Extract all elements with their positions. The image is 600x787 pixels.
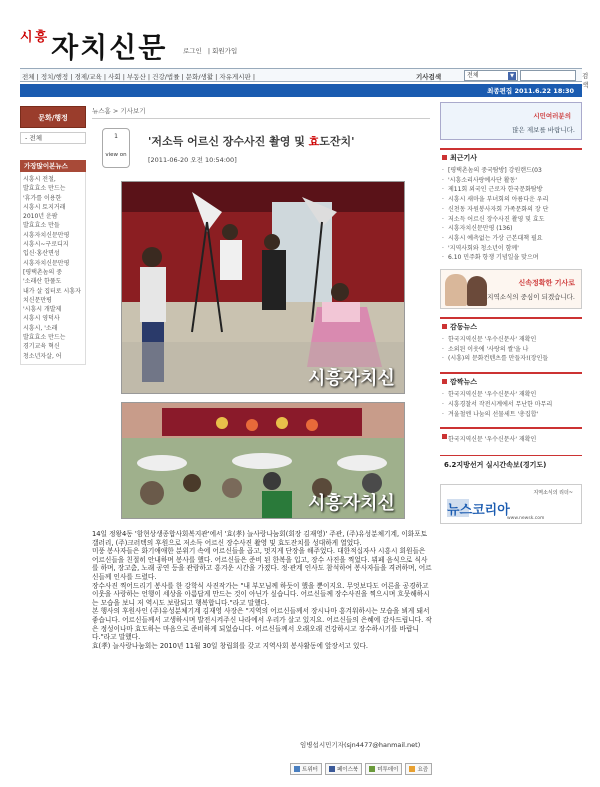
popular-item[interactable]: '휴가를 이용한	[23, 194, 62, 202]
newskorea-banner[interactable]	[440, 484, 582, 524]
article-title	[148, 133, 355, 149]
recent-news-section	[440, 148, 582, 263]
article-paragraph: 미풍 봉사자들은 화기애애한 분위기 속에 어르신들을 곱고, 멋지게 단장을 해주었다. 대한적십자사 시흥시 회원들은 어르신들을 친절히 안내하며 봉사를 했다. 어르신들은 준비 된 한복을 입고, 장수 사진을 찍었다. 뷔페 음식으로 식사를 하며, 장고춤, 노래 공연 등을 관람하고 흥겨운 시간을 가졌다. 정·관계 인사도 참석하여 봉사자들을 격려하며, 어르신들께 인사를 드렸다.	[92, 547, 432, 581]
share-twitter-button[interactable]	[290, 763, 322, 775]
hot-news-title: 깜짝뉴스	[440, 374, 582, 390]
good-news-title: 감동뉴스	[440, 319, 582, 335]
share-label: 페이스북	[336, 767, 359, 773]
newskorea-tagline: 지역소식의 리더~	[533, 489, 573, 496]
share-label: 트위터	[302, 767, 318, 773]
me2day-icon	[369, 766, 375, 772]
popular-item[interactable]: 입신·홍산면성	[23, 250, 60, 258]
viewon-count: 1	[114, 133, 118, 140]
newskorea-url: www.newsk.com	[507, 515, 545, 521]
search-button[interactable]: 검색	[582, 72, 589, 89]
popular-item[interactable]: 시흥시 영덕사	[23, 315, 60, 323]
hot-news-item[interactable]: · 겨울철엔 나눔의 선물세트 '총집합'	[440, 410, 582, 420]
nav-menu[interactable]: 전체 | 정치/행정 | 경제/교육 | 사회 | 부동산 | 건강/법률 | 문화/생활 | 자유게시판 |	[22, 73, 256, 81]
search-category-value: 전체	[467, 72, 479, 79]
section-title[interactable]: 문화/행정	[20, 106, 86, 128]
person-image	[445, 274, 467, 306]
recent-news-title: 최근기사	[440, 150, 582, 166]
recent-news-item[interactable]: · 시흥시 새마을 부녀회의 아름다운 우리	[440, 195, 582, 205]
popular-item[interactable]: 시흥시 토지거래	[23, 203, 66, 211]
article-photo-portrait-session	[121, 181, 405, 394]
breadcrumb[interactable]: 뉴스홈 > 기사보기	[92, 106, 430, 119]
right-sidebar	[440, 102, 582, 524]
extra-news-section	[440, 427, 582, 445]
photo-watermark: 시흥자치신	[308, 368, 395, 389]
popular-item[interactable]: 내가 살 집터로 시흥자치신문만평	[23, 287, 81, 304]
recent-news-item[interactable]: · 제11회 외국인 근로자 한국문화탐방	[440, 185, 582, 195]
popular-item[interactable]: 2010년 운팜	[23, 213, 58, 221]
facebook-icon	[329, 766, 335, 772]
search-label: 기사검색	[416, 73, 442, 81]
popular-item[interactable]: '시흥시 개발제	[23, 306, 62, 314]
popular-item[interactable]: '소래산 한풀도	[23, 278, 62, 286]
last-updated: 최종편집 2011.6.22 18:30	[487, 87, 574, 95]
article-byline[interactable]: 임병섭시민기자(sjn4477@hanmail.net)	[300, 741, 421, 749]
viewon-button[interactable]	[102, 128, 130, 168]
top-links: 로그인 | 회원가입	[183, 47, 238, 55]
banner-line: 많은 제보를 바랍니다.	[512, 126, 575, 134]
popular-item[interactable]: 발효효소 만들	[23, 222, 60, 230]
search-input[interactable]	[520, 70, 576, 81]
extra-news-item[interactable]: · 한국지역신문 '우수신문사' 재확인	[440, 435, 582, 445]
signup-link[interactable]: 회원가입	[212, 47, 238, 55]
popular-item[interactable]: 시흥시 전철,	[23, 176, 56, 183]
twitter-icon	[294, 766, 300, 772]
title-part: '저소득 어르신 장수사진 촬영 및	[148, 135, 309, 148]
good-news-section	[440, 317, 582, 364]
recent-news-item[interactable]: · 시흥자치신문만평 (136)	[440, 224, 582, 234]
good-news-item[interactable]: · 한국지역신문 '우수신문사' 재확인	[440, 335, 582, 345]
article-paragraph: 장수사진 찍어드리기 봉사를 한 강학식 사진작가는 "내 부모님께 하듯이 했을 뿐이지요. 무엇보다도 어른을 공경하고 이웃을 사랑하는 언행이 세상을 아름답게 만드는 것이 아닌가 싶습니다. 어르신들께 장수사진을 찍으시며 흐뭇해하시는 모습을 보니 저 역시도 보람되고 행복합니다."라고 말했다.	[92, 581, 430, 607]
hot-news-section	[440, 372, 582, 419]
good-news-item[interactable]: · 소외된 이웃에 '사랑의 쌀'을 나	[440, 345, 582, 355]
date-bar	[20, 84, 582, 97]
banner-line: 지역소식의 중심이 되겠습니다.	[487, 293, 575, 302]
article-paragraph: 효(孝) 늘사랑나눔회는 2010년 11월 30일 창립회를 갖고 지역사회 봉사활동에 앞장서고 있다.	[92, 641, 369, 650]
recent-news-item[interactable]: · '지역사회와 청소년이 함께'	[440, 244, 582, 254]
article-date: [2011-06-20 오전 10:54:00]	[148, 156, 237, 164]
article-paragraph: 본 행사의 후원사인 (주)유성분체기계 김재영 사장은 "지역의 어르신들께서 장시나마 흥겨워하시는 모습을 뵈게 돼서 좋습니다. 어르신들께서 고생하시며 발전시켜주신 나라에서 우리가 살고 있지요. 어르신들의 은혜에 감사드립니다. 작은 정성이나마 효도하는 마음으로 준비하게 되었습니다. 어르신들께서 오래오래 건강하시고 장수하시기를 바랍니다."라고 말했다.	[92, 607, 432, 642]
recent-news-item[interactable]: · [평택촌놈의 중국탐방] 강원랜드(03	[440, 166, 582, 176]
recent-news-item[interactable]: · '시흥소리사랑예사단 활동'	[440, 176, 582, 186]
popular-item[interactable]: 시흥시~구로디지	[23, 241, 69, 249]
viewon-label: view on	[105, 152, 127, 158]
recent-news-item[interactable]: · 6.10 민주화 항쟁 기념일을 맞으며	[440, 253, 582, 263]
popular-item[interactable]: [평택촌놈의 중	[23, 268, 63, 276]
photo-watermark: 시흥자치신	[308, 493, 395, 514]
logo-text: 자치신문	[51, 31, 168, 64]
popular-item[interactable]: 청소년자살, 어	[23, 352, 62, 360]
article-paragraph: 14일 정왕4동 '함현상생종합사회복지관'에서 '효(孝) 늘사랑나눔회(회장 김재영)' 주관, (주)유성분체기계, 이화포토갤러리, (주)크러텍의 후원으로 저소득 어르신 장수사진 촬영 및 효도잔치를 성대하게 열었다.	[92, 530, 428, 547]
recent-news-item[interactable]: · 신천동 자원봉사자회 가족문화의 장 단	[440, 205, 582, 215]
title-highlight: 효	[308, 135, 320, 148]
banner-line: 신속정확한 기사로	[518, 279, 575, 288]
title-part: 도잔치'	[319, 135, 355, 148]
article-photo-celebration	[121, 402, 405, 519]
good-news-item[interactable]: · (시흥)의 문화컨텐츠를 만들자!(장인들	[440, 354, 582, 364]
share-facebook-button[interactable]	[325, 763, 362, 775]
section-subitem-all[interactable]: - 전체	[20, 132, 86, 144]
share-label: 미투데이	[377, 767, 399, 773]
mission-banner[interactable]	[440, 269, 582, 309]
election-link[interactable]: 6.2지방선거 실시간속보(경기도)	[440, 455, 582, 474]
popular-item[interactable]: 경기교육 혁신	[23, 343, 60, 351]
popular-item[interactable]: 발효효소 만드는	[23, 334, 66, 342]
site-header	[0, 0, 600, 66]
popular-item[interactable]: 발효효소 만드는	[23, 185, 66, 193]
newskorea-name: 뉴스코리아	[447, 502, 510, 518]
banner-line: 시민여러분의	[533, 112, 571, 120]
article-body	[92, 530, 432, 650]
report-banner[interactable]	[440, 102, 582, 140]
popular-item[interactable]: 시흥시, '소래	[23, 324, 58, 332]
search-category-select[interactable]	[464, 70, 518, 81]
popular-item[interactable]: 시흥자치신문만평	[23, 259, 70, 267]
recent-news-item[interactable]: · 저소득 어르신 장수사진 촬영 및 효도	[440, 215, 582, 225]
left-sidebar	[20, 106, 86, 365]
share-yozm-button[interactable]	[405, 763, 432, 775]
main-nav	[20, 68, 589, 89]
hot-news-item[interactable]: · 한국지역신문 '우수신문사' 재확인	[440, 390, 582, 400]
recent-news-item[interactable]: · 시흥시 예측없는 가상 근본대책 필요	[440, 234, 582, 244]
logo-prefix: 시흥	[20, 30, 50, 45]
chevron-down-icon[interactable]: ▼	[508, 72, 516, 80]
login-link[interactable]: 로그인	[183, 47, 202, 55]
hot-news-item[interactable]: · 시흥경찰서 작전시계에서 무난한 마무리	[440, 400, 582, 410]
yozm-icon	[409, 766, 415, 772]
popular-item[interactable]: 시흥자치신문만평	[23, 231, 70, 239]
popular-news-title: 가장많이본뉴스	[20, 160, 86, 172]
popular-news-list	[20, 172, 86, 365]
person-image	[467, 276, 487, 306]
share-label: 요즘	[417, 767, 429, 773]
share-bar	[290, 763, 432, 775]
share-me2day-button[interactable]	[365, 763, 402, 775]
site-logo[interactable]	[20, 26, 167, 66]
